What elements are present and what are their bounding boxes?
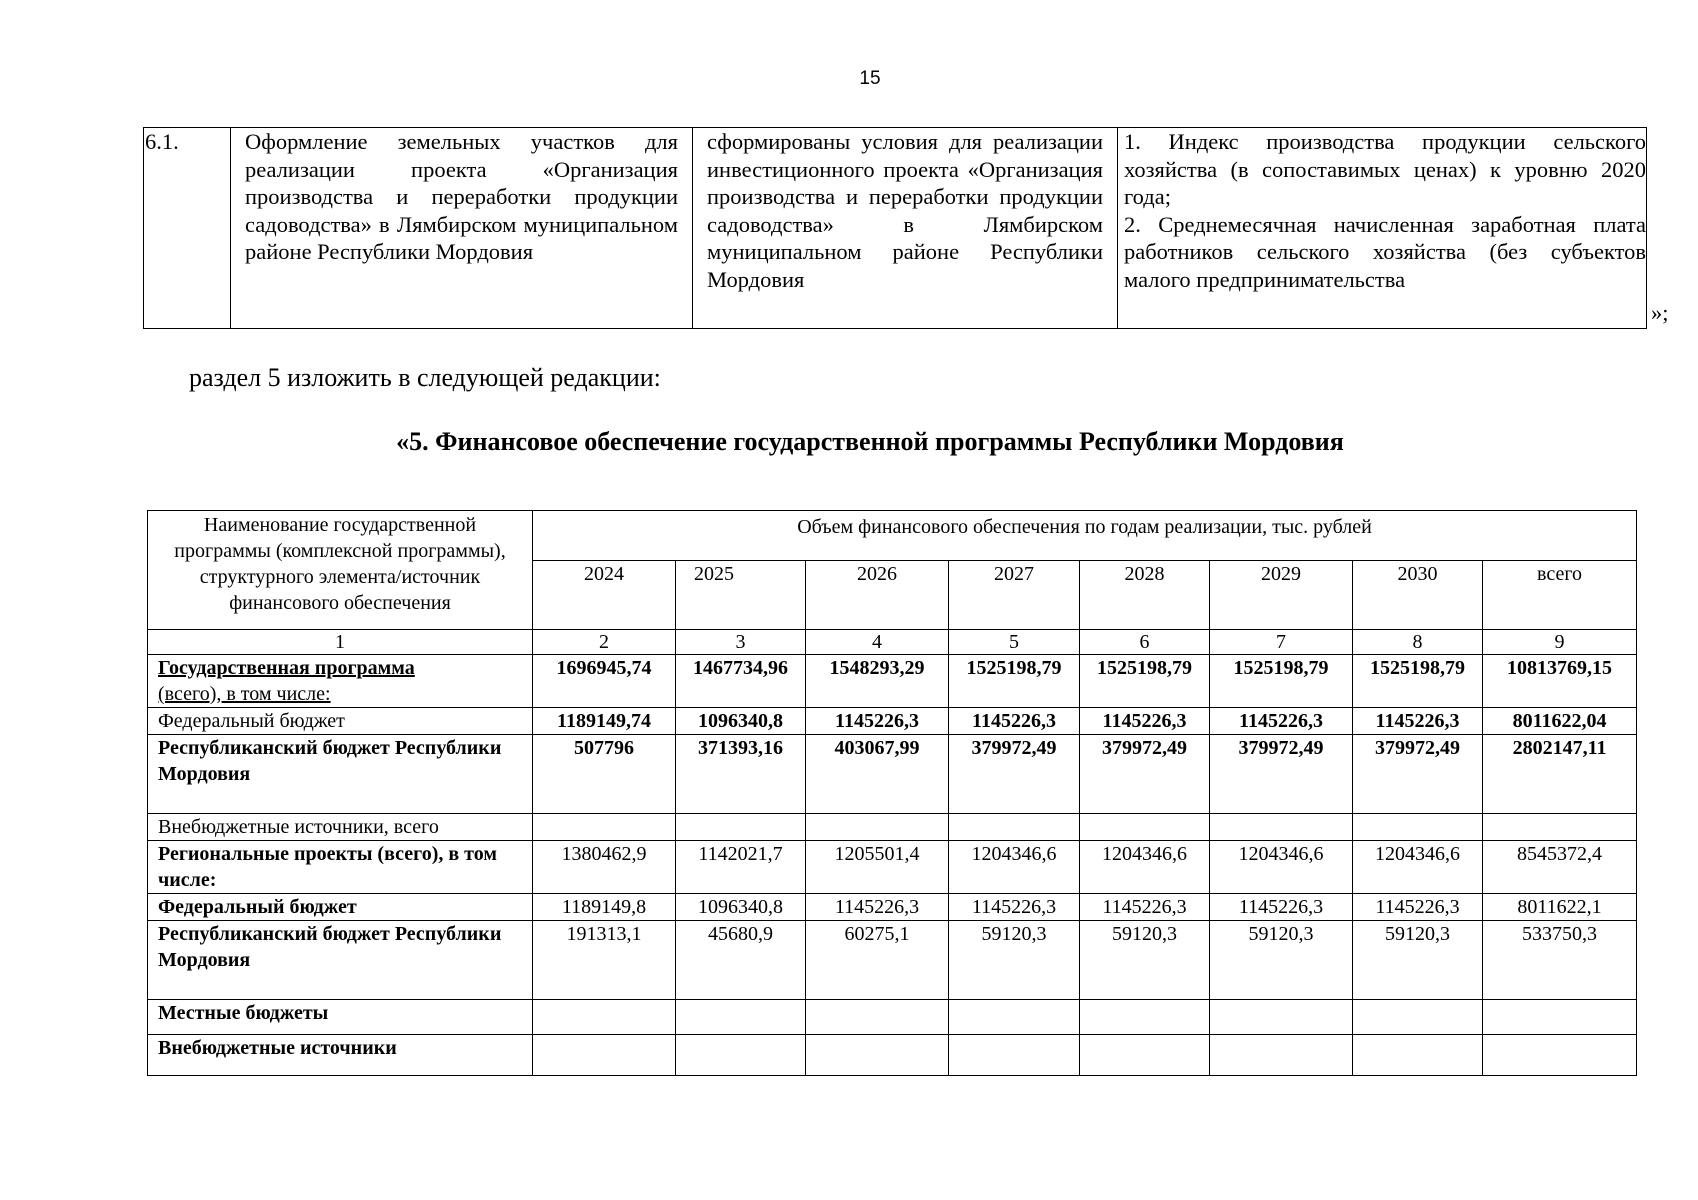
table-row [148,1035,1637,1076]
index-cell: 6 [1080,630,1210,655]
year-cell: 2028 [1080,561,1210,630]
row-label [148,655,533,708]
header-row [148,511,1637,561]
index-cell: 7 [1210,630,1353,655]
value-cell: 1189149,8 [533,894,676,921]
value-cell: 1145226,3 [806,708,949,735]
value-cell [676,814,806,841]
value-cell-total: 533750,3 [1483,921,1637,1000]
value-cell-total [1483,1000,1637,1035]
value-cell: 1525198,79 [1210,655,1353,708]
value-cell [949,814,1080,841]
row-label: Внебюджетные источники [148,1035,533,1076]
measure-task: Оформление земельных участков для реализации проекта «Организация производства и переработки продукции садоводства» в Лямбирском муниципальном районе Республики Мордовия [231,128,693,329]
table-row [148,894,1637,921]
value-cell: 60275,1 [806,921,949,1000]
closing-quote: »; [1651,300,1669,325]
row-label: Федеральный бюджет [148,894,533,921]
value-cell: 1096340,8 [676,894,806,921]
index-row [148,630,1637,655]
value-cell [1080,1035,1210,1076]
value-cell: 379972,49 [949,735,1080,814]
table-row [148,708,1637,735]
table-row [148,1000,1637,1035]
value-cell: 1145226,3 [1080,708,1210,735]
measure-result: сформированы условия для реализации инвестиционного проекта «Организация производства и переработки продукции садоводства» в Лямбирском муниципальном районе Республики Мордовия [693,128,1118,329]
value-cell [1353,1035,1483,1076]
row-label-main: Государственная программа [158,657,415,679]
table-row [148,655,1637,708]
indicator-2: 2. Среднемесячная начисленная заработная плата работников сельского хозяйства (без субъектов малого предпринимательства [1124,211,1646,292]
value-cell: 1145226,3 [1353,894,1483,921]
value-cell [1210,1000,1353,1035]
value-cell: 1145226,3 [806,894,949,921]
value-cell [1353,814,1483,841]
value-cell [1080,1000,1210,1035]
value-cell-total: 2802147,11 [1483,735,1637,814]
value-cell: 1145226,3 [1210,894,1353,921]
measure-number: 6.1. [144,128,231,329]
value-cell-total [1483,1035,1637,1076]
value-cell: 507796 [533,735,676,814]
value-cell [949,1035,1080,1076]
value-cell [1353,1000,1483,1035]
measure-indicators [1118,128,1647,329]
value-cell [1210,814,1353,841]
row-label: Республиканский бюджет Республики Мордовия [148,735,533,814]
table-row [148,735,1637,814]
value-cell: 1380462,9 [533,841,676,894]
year-cell: 2030 [1353,561,1483,630]
value-cell: 59120,3 [1353,921,1483,1000]
index-cell: 3 [676,630,806,655]
value-cell: 1548293,29 [806,655,949,708]
table-row [148,921,1637,1000]
value-cell: 45680,9 [676,921,806,1000]
value-cell [676,1035,806,1076]
value-cell: 59120,3 [949,921,1080,1000]
value-cell: 1145226,3 [949,894,1080,921]
value-cell: 379972,49 [1353,735,1483,814]
value-cell [533,814,676,841]
value-cell: 1204346,6 [1210,841,1353,894]
table-row [148,814,1637,841]
index-cell: 4 [806,630,949,655]
value-cell: 59120,3 [1210,921,1353,1000]
value-cell [676,1000,806,1035]
value-cell: 1145226,3 [949,708,1080,735]
value-cell: 1189149,74 [533,708,676,735]
year-cell-total: всего [1483,561,1637,630]
value-cell: 403067,99 [806,735,949,814]
value-cell: 1096340,8 [676,708,806,735]
value-cell: 1525198,79 [1353,655,1483,708]
value-cell: 1204346,6 [1080,841,1210,894]
value-cell: 1204346,6 [949,841,1080,894]
value-cell [806,1035,949,1076]
value-cell: 1525198,79 [1080,655,1210,708]
measures-table [143,127,1647,329]
value-cell-total: 8545372,4 [1483,841,1637,894]
value-cell: 1204346,6 [1353,841,1483,894]
value-cell-total: 10813769,15 [1483,655,1637,708]
index-cell: 9 [1483,630,1637,655]
section-heading: «5. Финансовое обеспечение государственной программы Республики Мордовия [396,427,1344,456]
value-cell: 379972,49 [1210,735,1353,814]
value-cell: 191313,1 [533,921,676,1000]
header-name: Наименование государственной программы (комплексной программы), структурного элемента/источник финансового обеспечения [148,511,533,630]
value-cell [806,814,949,841]
index-cell: 2 [533,630,676,655]
value-cell: 379972,49 [1080,735,1210,814]
row-label: Федеральный бюджет [148,708,533,735]
value-cell: 1205501,4 [806,841,949,894]
value-cell: 1696945,74 [533,655,676,708]
value-cell-total: 8011622,04 [1483,708,1637,735]
value-cell: 1145226,3 [1353,708,1483,735]
index-cell: 8 [1353,630,1483,655]
value-cell [806,1000,949,1035]
index-cell: 1 [148,630,533,655]
value-cell: 1525198,79 [949,655,1080,708]
year-cell: 2027 [949,561,1080,630]
value-cell [1080,814,1210,841]
header-volume: Объем финансового обеспечения по годам реализации, тыс. рублей [533,511,1637,561]
table-row [144,128,1647,329]
value-cell [949,1000,1080,1035]
index-cell: 5 [949,630,1080,655]
value-cell-total [1483,814,1637,841]
indicator-1: 1. Индекс производства продукции сельского хозяйства (в сопоставимых ценах) к уровню 2020 года; [1124,129,1646,209]
value-cell: 371393,16 [676,735,806,814]
row-label: Местные бюджеты [148,1000,533,1035]
value-cell: 1145226,3 [1080,894,1210,921]
value-cell [533,1000,676,1035]
row-label: Внебюджетные источники, всего [148,814,533,841]
value-cell: 59120,3 [1080,921,1210,1000]
page-number: 15 [859,68,881,89]
row-label-rest: (всего), в том числе: [158,683,331,705]
row-label: Республиканский бюджет Республики Мордовия [148,921,533,1000]
row-label: Региональные проекты (всего), в том числе: [148,841,533,894]
year-cell: 2024 [533,561,676,630]
finance-table [147,510,1637,1076]
value-cell [1210,1035,1353,1076]
value-cell: 1142021,7 [676,841,806,894]
value-cell: 1145226,3 [1210,708,1353,735]
year-cell: 2026 [806,561,949,630]
value-cell-total: 8011622,1 [1483,894,1637,921]
table-row [148,841,1637,894]
value-cell [533,1035,676,1076]
year-cell: 2025 [676,561,806,630]
year-cell: 2029 [1210,561,1353,630]
value-cell: 1467734,96 [676,655,806,708]
instruction-paragraph: раздел 5 изложить в следующей редакции: [189,363,661,392]
